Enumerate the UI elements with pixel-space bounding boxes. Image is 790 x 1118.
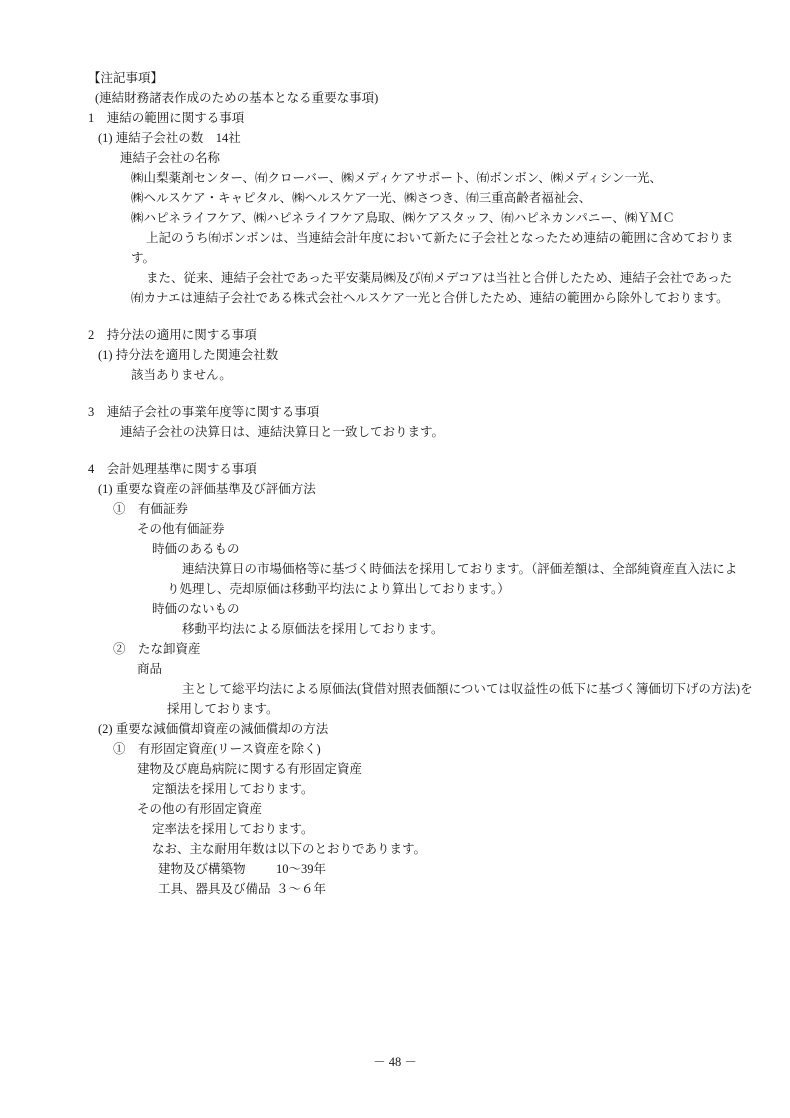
text-line: ① 有形固定資産(リース資産を除く) bbox=[113, 742, 321, 756]
text-line: ② たな卸資産 bbox=[113, 642, 201, 656]
text-line: 建物及び鹿島病院に関する有形固定資産 bbox=[137, 762, 363, 776]
section-scope-of-consolidation bbox=[0, 68, 790, 308]
text-line: (2) 重要な減価償却資産の減価償却の方法 bbox=[98, 722, 329, 736]
useful-life-value: ３～６年 bbox=[276, 882, 327, 896]
text-line: 定率法を採用しております。 bbox=[152, 822, 314, 836]
text-line: ㈱山梨薬剤センター、㈲クローバー、㈱メディケアサポート、㈲ボンボン、㈱メディシン一光、 bbox=[131, 171, 662, 185]
section-fiscal-year-of-subsidiaries bbox=[0, 402, 790, 442]
useful-life-row bbox=[0, 879, 790, 899]
text-line: 【注記事項】 bbox=[88, 71, 164, 85]
text-line: ① 有価証券 bbox=[113, 502, 189, 516]
text-line: ㈱ハピネライフケア、㈱ハピネライフケア鳥取、㈱ケアスタッフ、㈲ハピネカンパニー、㈱ＹＭＣ bbox=[131, 211, 675, 225]
section-accounting-standards bbox=[0, 459, 790, 899]
document-page bbox=[0, 68, 790, 899]
text-line: (1) 重要な資産の評価基準及び評価方法 bbox=[98, 482, 316, 496]
text-line: 主として総平均法による原価法(貸借対照表価額については収益性の低下に基づく簿価切下げの方法)を bbox=[182, 682, 753, 696]
text-line: す。 bbox=[131, 251, 156, 265]
useful-life-value: 10～39年 bbox=[276, 862, 327, 876]
text-line: 時価のあるもの bbox=[152, 542, 240, 556]
text-line: 上記のうち㈲ボンボンは、当連結会計年度において新たに子会社となったため連結の範囲に含めておりま bbox=[146, 231, 734, 245]
text-line: (1) 連結子会社の数 14社 bbox=[98, 131, 241, 145]
text-line: 連結子会社の名称 bbox=[120, 151, 221, 165]
text-line: 4 会計処理基準に関する事項 bbox=[88, 462, 257, 476]
text-line: その他有価証券 bbox=[137, 522, 225, 536]
text-line: 2 持分法の適用に関する事項 bbox=[88, 328, 257, 342]
text-line: 時価のないもの bbox=[152, 602, 240, 616]
text-line: 定額法を採用しております。 bbox=[152, 782, 314, 796]
text-line: 商品 bbox=[137, 662, 163, 676]
text-line: 該当ありません。 bbox=[131, 368, 232, 382]
text-line: また、従来、連結子会社であった平安薬局㈱及び㈲メデコアは当社と合併したため、連結子会社であった bbox=[146, 271, 733, 285]
page-number: － 48 － bbox=[373, 1055, 417, 1069]
text-line: その他の有形固定資産 bbox=[137, 802, 263, 816]
text-line: 連結決算日の市場価格等に基づく時価法を採用しております。（評価差額は、全部純資産直入法によ bbox=[182, 562, 738, 576]
text-line: 採用しております。 bbox=[167, 702, 279, 716]
text-line: 移動平均法による原価法を採用しております。 bbox=[182, 622, 444, 636]
asset-type-label: 工具、器具及び備品 bbox=[158, 882, 271, 896]
text-line: なお、主な耐用年数は以下のとおりであります。 bbox=[152, 842, 427, 856]
text-line: ㈲カナエは連結子会社である株式会社ヘルスケア一光と合併したため、連結の範囲から除外しております。 bbox=[131, 291, 729, 305]
text-line: (連結財務諸表作成のための基本となる重要な事項) bbox=[95, 91, 379, 105]
section-equity-method bbox=[0, 325, 790, 385]
text-line: (1) 持分法を適用した関連会社数 bbox=[98, 348, 279, 362]
useful-life-row bbox=[0, 859, 790, 879]
asset-type-label: 建物及び構築物 bbox=[158, 862, 246, 876]
text-line: 3 連結子会社の事業年度等に関する事項 bbox=[88, 405, 320, 419]
text-line: 連結子会社の決算日は、連結決算日と一致しております。 bbox=[120, 425, 445, 439]
text-line: 1 連結の範囲に関する事項 bbox=[88, 111, 245, 125]
text-line: り処理し、売却原価は移動平均法により算出しております。） bbox=[167, 582, 510, 596]
text-line: ㈱ヘルスケア・キャピタル、㈱ヘルスケア一光、㈱さつき、㈲三重高齢者福祉会、 bbox=[131, 191, 592, 205]
